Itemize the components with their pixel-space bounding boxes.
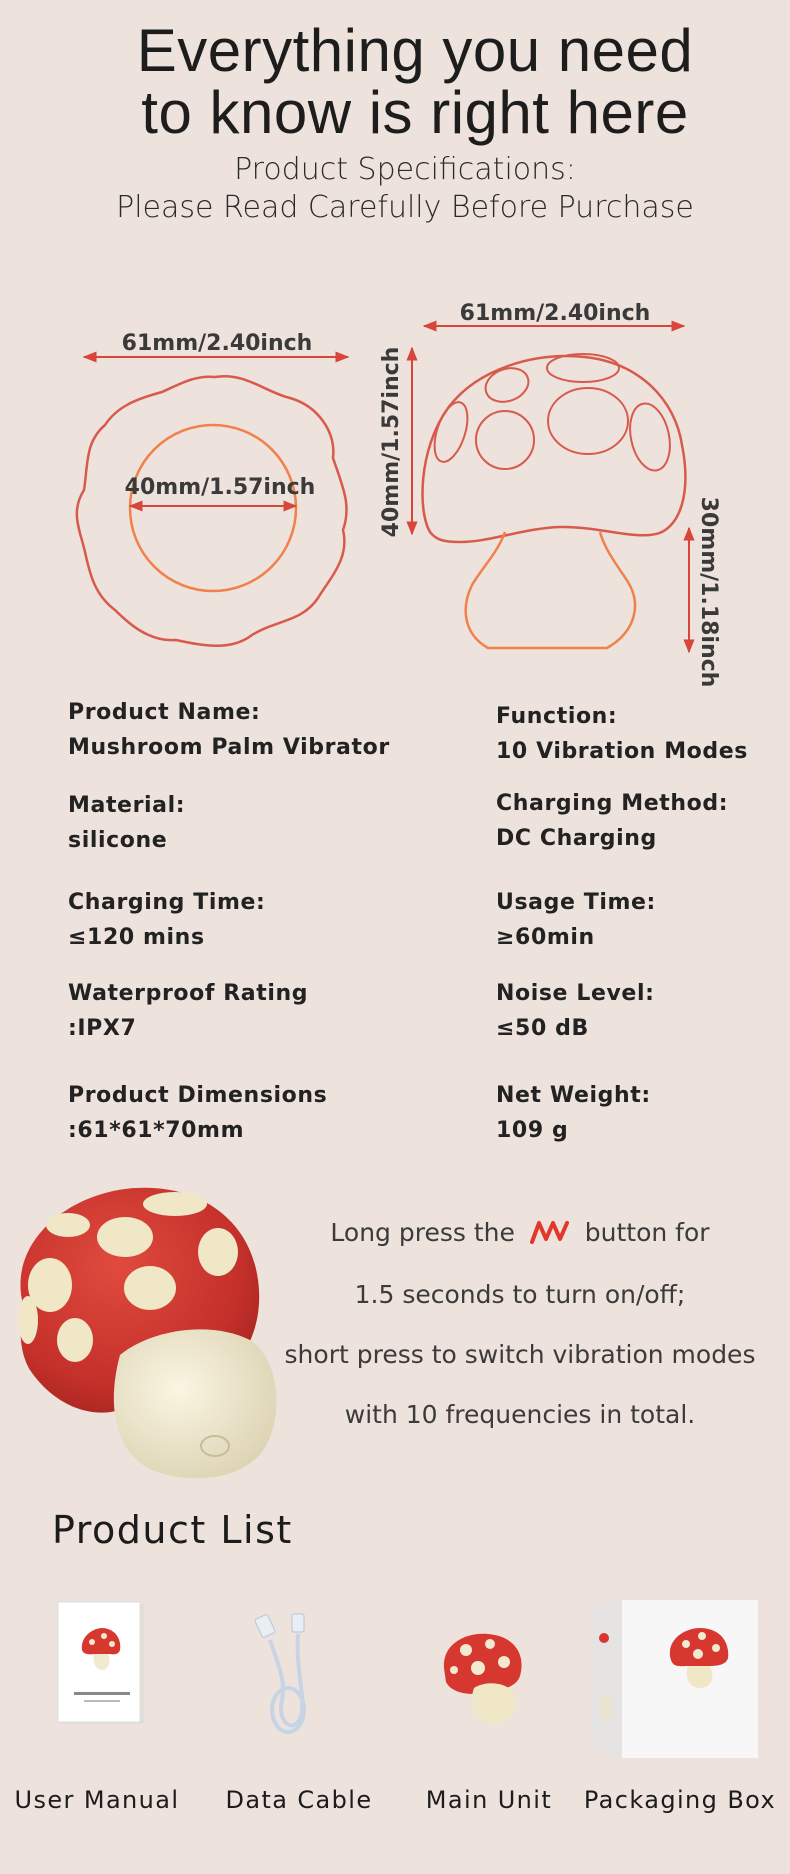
cap-spot [548,388,628,454]
product-list-label-box: Packaging Box [583,1786,777,1814]
product-list-label-cable: Data Cable [225,1786,373,1814]
spec-value: Mushroom Palm Vibrator [68,735,390,760]
box-icon [590,1598,760,1760]
spec-material [68,793,185,853]
instruction-line-1 [270,1218,770,1247]
spec-charging-method [496,791,728,851]
title-line-2: to know is right here [141,79,689,146]
spec-value: ≤120 mins [68,925,205,950]
ring-outer-outline [77,376,347,646]
ring-width-label: 61mm/2.40inch [121,331,313,356]
spec-value: :61*61*70mm [68,1118,245,1143]
spec-usage-time [496,890,656,950]
mushroom-icon [438,1630,528,1730]
dimension-diagram [0,280,790,700]
instruction-text: button for [584,1218,710,1247]
cable-icon [248,1610,328,1740]
page-title [0,17,790,146]
spec-label: Net Weight: [496,1083,651,1108]
spec-value: 109 g [496,1118,569,1143]
mushroom-product-image [0,1180,290,1485]
instruction-line-4: with 10 frequencies in total. [344,1400,696,1429]
spec-value: :IPX7 [68,1016,137,1041]
spec-product-name [68,700,390,760]
subtitle-line-1: Product Specifications: [234,152,576,187]
spec-net-weight [496,1083,651,1143]
instruction-line-3: short press to switch vibration modes [284,1340,756,1369]
instruction-line-2: 1.5 seconds to turn on/off; [354,1280,686,1309]
spec-label: Product Dimensions [68,1083,328,1108]
cap-height-label: 40mm/1.57inch [379,346,404,538]
ring-inner-label: 40mm/1.57inch [124,475,316,500]
manual-icon [54,1600,150,1728]
spec-value: silicone [68,828,168,853]
spec-label: Product Name: [68,700,261,725]
spec-label: Noise Level: [496,981,655,1006]
vibration-mode-icon [529,1219,571,1245]
spec-label: Usage Time: [496,890,656,915]
spec-label: Charging Time: [68,890,266,915]
spec-value: ≤50 dB [496,1016,589,1041]
spec-value: 10 Vibration Modes [496,739,748,764]
ring-inner-outline [130,425,296,591]
spec-label: Charging Method: [496,791,729,816]
mushroom-stem-outline [466,532,635,648]
spec-value: ≥60min [496,925,595,950]
spec-noise-level [496,981,654,1041]
top-width-label: 61mm/2.40inch [459,301,651,326]
cap-spot [547,354,619,382]
mushroom-cap-outline [423,356,686,542]
spec-dimensions [68,1083,327,1143]
spec-value: DC Charging [496,826,657,851]
instruction-text: Long press the [330,1218,515,1247]
spec-label: Waterproof Rating [68,981,309,1006]
subtitle-line-2: Please Read Carefully Before Purchase [116,190,694,225]
product-list-title: Product List [52,1508,293,1552]
product-list-label-main-unit: Main Unit [425,1786,553,1814]
spec-waterproof [68,981,308,1041]
spec-function [496,704,748,764]
spec-label: Function: [496,704,618,729]
cap-spot [624,400,675,474]
product-list-label-manual: User Manual [14,1786,180,1814]
spec-charging-time [68,890,265,950]
title-line-1: Everything you need [136,17,694,84]
cap-spot [476,411,534,469]
stem-height-label: 30mm/1.18inch [696,496,721,688]
spec-label: Material: [68,793,186,818]
cap-spot [481,362,533,407]
